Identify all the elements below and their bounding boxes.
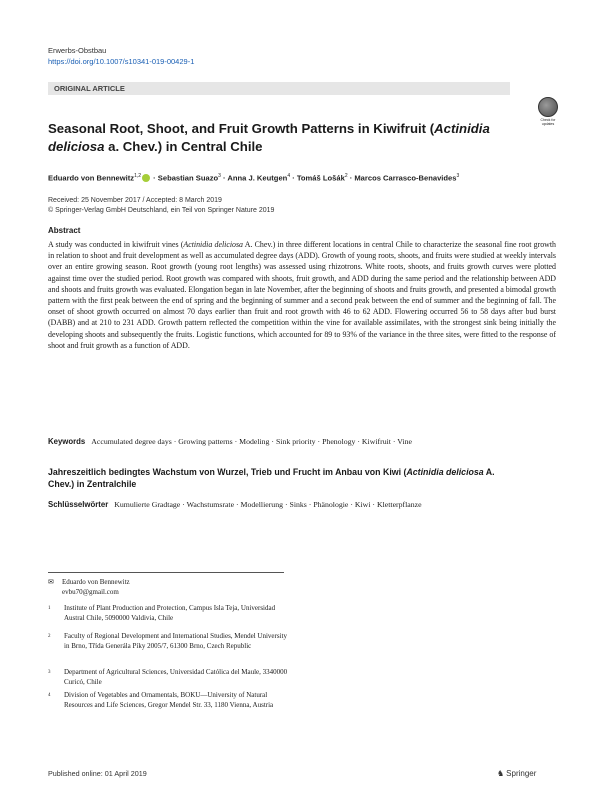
author-name[interactable]: Tomáš Lošák <box>296 173 345 183</box>
check-for-updates-badge[interactable] <box>537 97 559 127</box>
keywords-label: Keywords <box>48 437 86 446</box>
author-name[interactable]: Eduardo von Bennewitz <box>48 173 135 183</box>
article-type-banner <box>48 82 510 95</box>
author-name[interactable]: Marcos Carrasco-Benavides <box>354 173 457 183</box>
german-title-species-italic: Actinidia deliciosa <box>406 467 484 477</box>
doi-link[interactable]: https://doi.org/10.1007/s10341-019-00429-1 <box>48 57 195 66</box>
check-updates-icon <box>538 97 558 117</box>
article-title: Seasonal Root, Shoot, and Fruit Growth Patterns in Kiwifruit (Actinidia deliciosa a. Chev.) in Central Chile <box>48 121 490 154</box>
affiliation-item: 1 Institute of Plant Production and Protection, Campus Isla Teja, Universidad Austral Chile, 5090000 Valdivia, Chile <box>48 604 276 622</box>
article-type-label: ORIGINAL ARTICLE <box>54 84 125 93</box>
corresponding-email[interactable]: evbu70@gmail.com <box>62 588 119 596</box>
keywords-list: Accumulated degree days · Growing patterns · Modeling · Sink priority · Phenology · Kiwifruit · Vine <box>91 437 412 446</box>
author-name[interactable]: Anna J. Keutgen <box>227 173 288 183</box>
abstract-heading: Abstract <box>48 226 81 235</box>
published-online-date: Published online: 01 April 2019 <box>48 769 147 778</box>
title-species-italic: Actinidia deliciosa <box>48 121 490 154</box>
german-keywords-section <box>48 500 556 509</box>
springer-horse-icon: ♞ <box>497 769 505 778</box>
springer-logo: ♞ Springer <box>497 769 537 778</box>
check-updates-label: Check for updates <box>540 118 556 126</box>
german-title: Jahreszeitlich bedingtes Wachstum von Wurzel, Trieb und Frucht im Anbau von Kiwi (Actinidia deliciosa A. Chev.) in Zentralchile <box>48 467 495 490</box>
german-keywords-label: Schlüsselwörter <box>48 500 109 509</box>
journal-name: Erwerbs-Obstbau <box>48 46 107 55</box>
orcid-icon[interactable] <box>142 174 150 182</box>
abstract-species-italic: Actinidia deliciosa <box>183 240 243 249</box>
affiliation-item: 2 Faculty of Regional Development and International Studies, Mendel University in Brno, Třída Generála Píky 2005/7, 61300 Brno, Czech Republic <box>48 632 287 650</box>
footnote-divider <box>48 572 284 573</box>
author-name[interactable]: Sebastian Suazo <box>157 173 219 183</box>
article-dates <box>48 196 274 216</box>
author-list: Eduardo von Bennewitz$^{1,2}$ · Sebastian Suazo$^3$ · Anna J. Keutgen$^4$ · Tomáš Lošák$^2$ · Marcos Carrasco-Benavides$^3$ <box>48 173 460 183</box>
corresponding-name: Eduardo von Bennewitz <box>62 578 130 586</box>
affiliation-item: 3 Department of Agricultural Sciences, Universidad Católica del Maule, 3340000 Curicó, Chile <box>48 668 288 686</box>
german-keywords-list: Kumulierte Gradtage · Wachstumsrate · Modellierung · Sinks · Phänologie · Kiwi · Kletterpflanze <box>114 500 422 509</box>
keywords-section <box>48 437 556 446</box>
envelope-icon: ✉ <box>48 578 54 586</box>
received-accepted-dates: Received: 25 November 2017 / Accepted: 8 March 2019 <box>48 197 222 204</box>
corresponding-author <box>48 577 130 597</box>
affiliation-item: 4 Division of Vegetables and Ornamentals, BOKU—University of Natural Resources and Life Sciences, Gregor Mendel Str. 33, 1180 Vienna, Austria <box>48 691 274 709</box>
abstract-body: A study was conducted in kiwifruit vines (Actinidia deliciosa A. Chev.) in three different locations in central Chile to characterize the seasonal fine root growth in relation to shoot and fruit development as well as accumulated degree days (ADD). Growth of young roots, shoots, and fruits were studied at weekly intervals over an entire growing season. Root growth (young root lengths) was assessed using rhizotrons. White roots, shoots, and fruits growth curves were plotted against time over the studied period. Root growth was compared with shoots, fruit growth, and ADD during the same period and the relationship between ADD and shoots and fruits growth was evaluated. Elongation began in late November, after the beginning of shoots and fruits growth, and presented a bimodal growth pattern with the first peak between the end of spring and the beginning of summer and a second peak between the end of summer and the beginning of fall. The onset of shoot growth occurred on almost 70 days earlier than fruit and root growth with 46 to 62 ADD. Flowering occurred 56 to 58 days after bud burst (DABB) and at 210 to 231 ADD. Growth pattern reflected the competition within the vine for available assimilates, with the strongest sink being initially the developing shoots and subsequently the fruits. Logistic functions, which accounted for 89 to 93% of the variance in the three sites, were fitted to the response of shoot and fruit growth as a function of ADD. <box>48 240 556 350</box>
copyright-line: © Springer-Verlag GmbH Deutschland, ein Teil von Springer Nature 2019 <box>48 207 275 214</box>
